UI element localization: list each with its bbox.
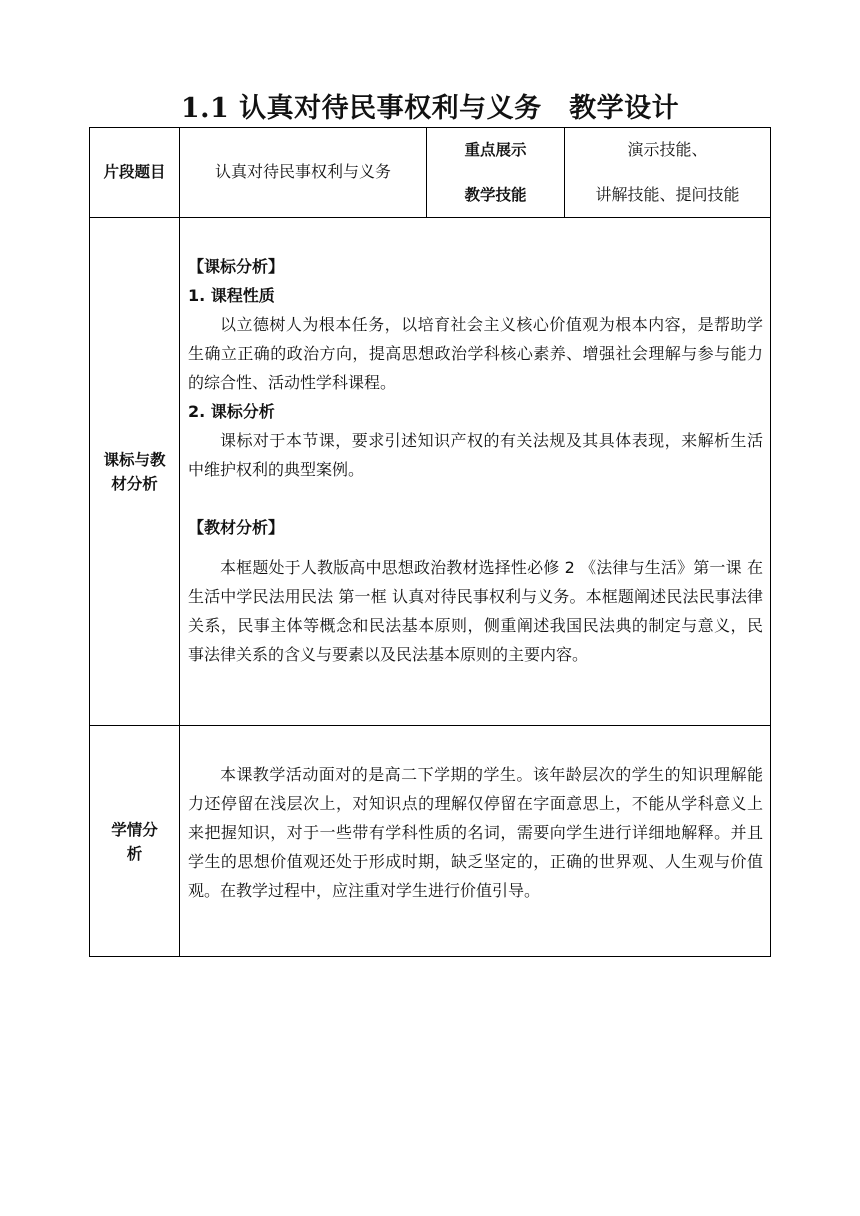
course-nature-text: 以立德树人为根本任务，以培育社会主义核心价值观为根本内容，是帮助学生确立正确的政治方向，提高思想政治学科核心素养、增强社会理解与参与能力的综合性、活动性学科课程。 [188, 315, 763, 392]
table-border-bottom [89, 956, 771, 957]
skill-label-line1: 重点展示 [464, 141, 527, 159]
curriculum-analysis-content [188, 252, 763, 669]
table-divider-col1 [179, 127, 180, 957]
segment-label: 片段题目 [103, 163, 166, 181]
course-nature-heading: 1. 课程性质 [188, 286, 275, 305]
analysis-label-line1: 课标与教 [103, 451, 166, 469]
standard-analysis-heading: 2. 课标分析 [188, 402, 275, 421]
segment-value: 认真对待民事权利与义务 [214, 162, 391, 181]
table-divider-row2 [89, 725, 771, 726]
learner-label-line2: 析 [126, 845, 143, 863]
analysis-label [90, 448, 179, 496]
table-border-top [89, 127, 771, 128]
table-divider-row1 [89, 217, 771, 218]
standard-analysis-text: 课标对于本节课，要求引述知识产权的有关法规及其具体表现，来解析生活中维护权利的典型案例。 [188, 431, 763, 479]
analysis-label-line2: 材分析 [111, 475, 158, 493]
skill-value-line2: 讲解技能、提问技能 [595, 185, 740, 204]
learner-analysis-label [90, 818, 179, 866]
curriculum-standard-heading: 【课标分析】 [188, 257, 285, 276]
learner-analysis-text: 本课教学活动面对的是高二下学期的学生。该年龄层次的学生的知识理解能力还停留在浅层次上，对知识点的理解仅停留在字面意思上，不能从学科意义上来把握知识，对于一些带有学科性质的名词，需要向学生进行详细地解释。并且学生的思想价值观还处于形成时期，缺乏坚定的，正确的世界观、人生观与价值观。在教学过程中，应注重对学生进行价值引导。 [188, 765, 763, 900]
textbook-analysis-text: 本框题处于人教版高中思想政治教材选择性必修 2 《法律与生活》第一课 在生活中学民法用民法 第一框 认真对待民事权利与义务。本框题阐述民法民事法律关系，民事主体等概念和民法基本原则，侧重阐述我国民法典的制定与意义，民事法律关系的含义与要素以及民法基本原则的主要内容。 [188, 558, 763, 664]
skill-label-line2: 教学技能 [464, 186, 527, 204]
textbook-analysis-heading: 【教材分析】 [188, 518, 285, 537]
table-border-right [770, 127, 771, 957]
document-title: 1.1 认真对待民事权利与义务 教学设计 [180, 93, 680, 124]
learner-label-line1: 学情分 [111, 821, 158, 839]
skill-value-line1: 演示技能、 [627, 140, 708, 159]
